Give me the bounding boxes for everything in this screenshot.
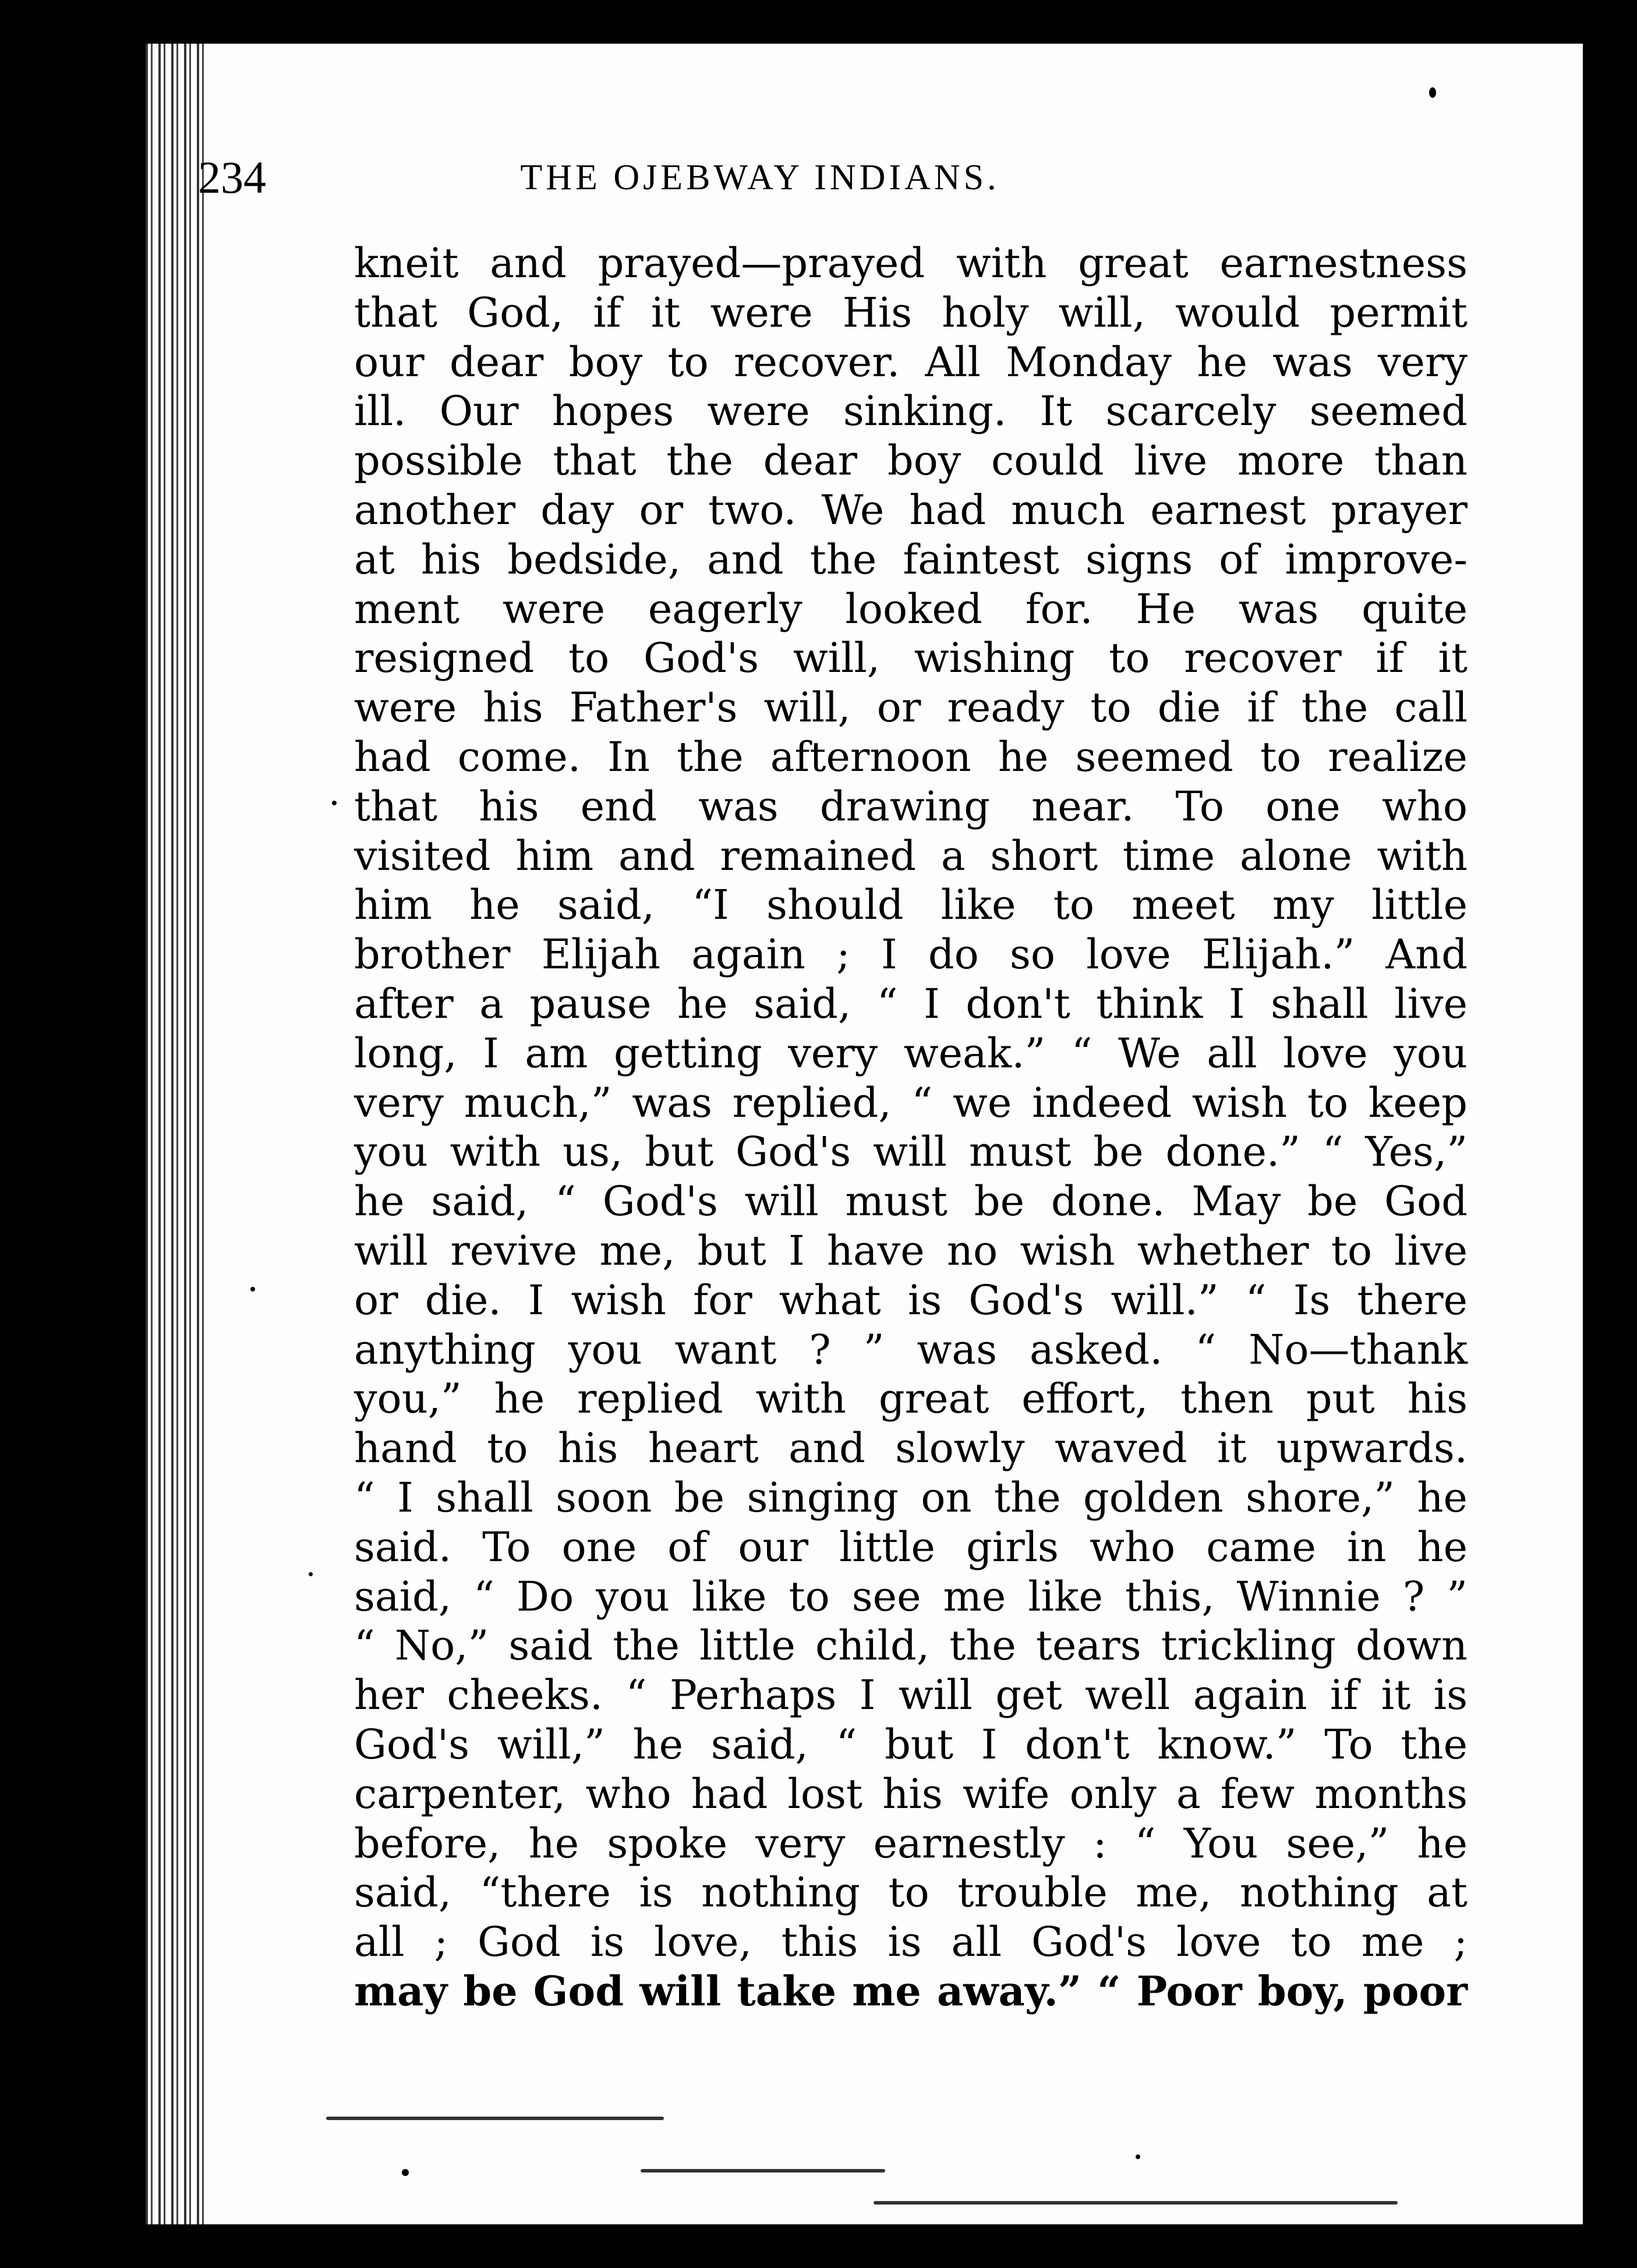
text-line: very much,” was replied, “ we indeed wish to keep: [354, 1078, 1468, 1127]
text-line: you with us, but God's will must be done.” “ Yes,”: [354, 1128, 1468, 1176]
text-line: he said, “ God's will must be done. May be God: [354, 1177, 1468, 1226]
text-line: before, he spoke very earnestly : “ You see,” he: [354, 1819, 1468, 1867]
running-title: THE OJEBWAY INDIANS.: [520, 158, 1000, 197]
text-line: or die. I wish for what is God's will.” “ Is there: [354, 1276, 1468, 1324]
scan-speck: [1136, 2154, 1140, 2159]
text-line: resigned to God's will, wishing to recover if it: [354, 634, 1468, 682]
scan-smudge: [326, 2117, 664, 2120]
text-line: “ I shall soon be singing on the golden shore,” he: [354, 1473, 1468, 1522]
text-line: ment were eagerly looked for. He was quite: [354, 585, 1468, 633]
text-line: her cheeks. “ Perhaps I will get well again if it is: [354, 1671, 1468, 1719]
text-line: after a pause he said, “ I don't think I shall live: [354, 979, 1468, 1028]
text-line: God's will,” he said, “ but I don't know.” To the: [354, 1720, 1468, 1768]
page-header: [198, 146, 1188, 210]
text-line: at his bedside, and the faintest signs of improve-: [354, 535, 1468, 583]
text-line: anything you want ? ” was asked. “ No—thank: [354, 1325, 1468, 1374]
text-line: him he said, “I should like to meet my little: [354, 881, 1468, 929]
scan-speck: [332, 801, 337, 805]
text-line: possible that the dear boy could live more than: [354, 437, 1468, 485]
text-line: kneit and prayed—prayed with great earnestness: [354, 239, 1468, 287]
text-line: said, “there is nothing to trouble me, nothing at: [354, 1869, 1468, 1917]
binding-gutter: [146, 44, 210, 2224]
text-line: all ; God is love, this is all God's love to me ;: [354, 1918, 1468, 1966]
text-line: carpenter, who had lost his wife only a few months: [354, 1770, 1468, 1818]
scan-smudge: [874, 2201, 1398, 2205]
body-text: [354, 239, 1468, 2016]
text-line: brother Elijah again ; I do so love Elijah.” And: [354, 930, 1468, 979]
text-line: said. To one of our little girls who came in he: [354, 1523, 1468, 1571]
text-line: that God, if it were His holy will, would permit: [354, 288, 1468, 337]
text-line: may be God will take me away.” “ Poor boy, poor: [354, 1966, 1468, 2015]
text-line: were his Father's will, or ready to die if the call: [354, 684, 1468, 732]
text-line: said, “ Do you like to see me like this, Winnie ? ”: [354, 1572, 1468, 1620]
text-line: long, I am getting very weak.” “ We all love you: [354, 1029, 1468, 1077]
text-line: “ No,” said the little child, the tears trickling down: [354, 1622, 1468, 1670]
text-line: hand to his heart and slowly waved it upwards.: [354, 1424, 1468, 1473]
page-number: 234: [198, 152, 266, 203]
text-line: visited him and remained a short time alone with: [354, 832, 1468, 880]
scan-speck: [1429, 87, 1436, 98]
text-line: had come. In the afternoon he seemed to realize: [354, 733, 1468, 781]
text-line: that his end was drawing near. To one who: [354, 782, 1468, 830]
text-line: will revive me, but I have no wish whether to live: [354, 1226, 1468, 1275]
scan-smudge: [641, 2169, 885, 2173]
text-line: ill. Our hopes were sinking. It scarcely seemed: [354, 387, 1468, 436]
text-line: another day or two. We had much earnest prayer: [354, 486, 1468, 534]
scan-speck: [402, 2169, 409, 2176]
scan-speck: [309, 1572, 313, 1576]
scan-border: [1583, 44, 1637, 2224]
text-line: you,” he replied with great effort, then put his: [354, 1375, 1468, 1423]
text-line: our dear boy to recover. All Monday he was very: [354, 338, 1468, 386]
scan-speck: [250, 1287, 255, 1292]
